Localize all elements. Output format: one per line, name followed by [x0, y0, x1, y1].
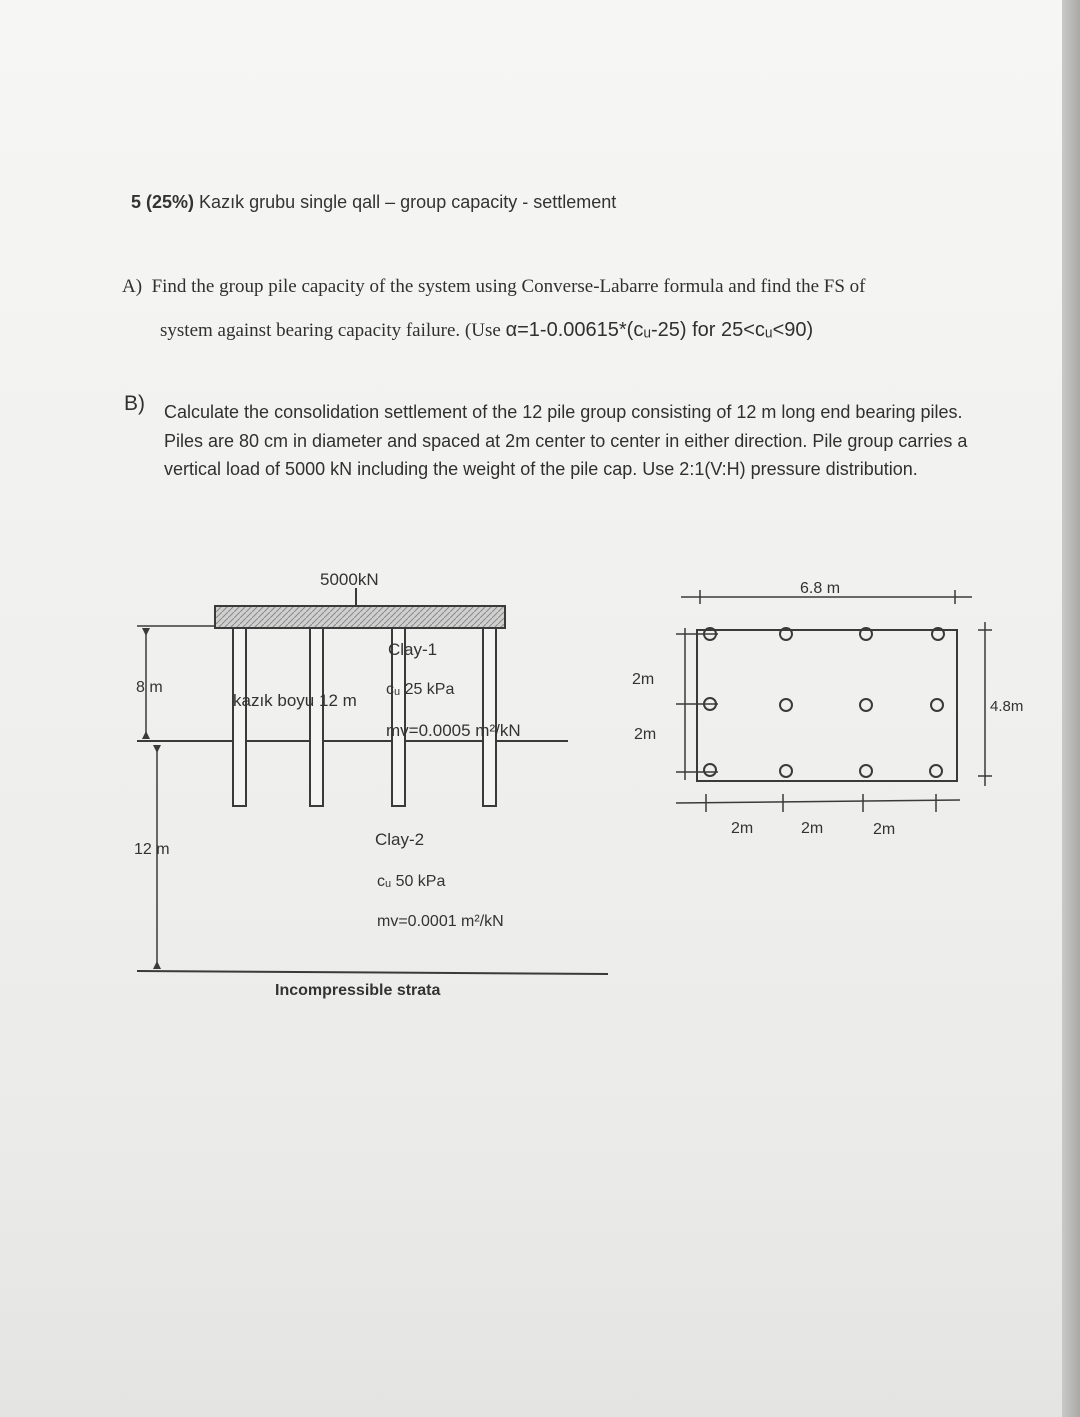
pile: [233, 628, 246, 806]
col-spacing-label: 2m: [873, 821, 896, 838]
plan-pile: [860, 765, 872, 777]
row-spacing-label: 2m: [632, 671, 655, 688]
part-a-text-1: Find the group pile capacity of the system using Converse-Labarre formula and find the FS of: [151, 276, 866, 297]
incompressible-strata-line: [137, 971, 608, 974]
incompressible-strata-label: Incompressible strata: [275, 982, 441, 999]
plan-width-label: 6.8 m: [800, 580, 841, 597]
question-title: Kazık grubu single qall – group capacity - settlement: [199, 192, 617, 212]
col-spacing-label: 2m: [801, 820, 824, 837]
part-b-label: B): [124, 392, 145, 415]
clay1-cu: cᵤ 25 kPa: [386, 681, 455, 698]
plan-pile: [931, 699, 943, 711]
pile: [483, 628, 496, 806]
dimension-arrowhead: [153, 961, 161, 969]
depth-label-clay1: 8 m: [136, 679, 163, 696]
load-label: 5000kN: [320, 570, 379, 589]
pile-length-label: kazık boyu 12 m: [233, 691, 357, 710]
cross-section: [137, 588, 608, 974]
clay1-mv: mv=0.0005 m²/kN: [386, 721, 521, 740]
question-number: 5 (25%): [131, 192, 195, 212]
clay2-mv: mv=0.0001 m²/kN: [377, 913, 504, 930]
plan-pile: [780, 699, 792, 711]
pile-cap: [215, 606, 505, 628]
plan-pile-cap-outline: [697, 630, 957, 781]
clay1-name: Clay-1: [388, 640, 438, 659]
plan-pile: [860, 699, 872, 711]
pile: [310, 628, 323, 806]
row-spacing-label: 2m: [634, 726, 657, 743]
clay2-cu: cᵤ 50 kPa: [377, 873, 446, 890]
depth-label-clay2: 12 m: [134, 841, 170, 858]
plan-view: [676, 590, 992, 812]
dimension-arrowhead: [153, 745, 161, 753]
plan-pile: [780, 765, 792, 777]
part-b-text: Calculate the consolidation settlement of the 12 pile group consisting of 12 m long end bearing piles. Piles are 80 cm in diameter and spaced at 2m center to center in either direction. Pile group carries a vertical load of 5000 kN including the weight of the pile cap. Use 2:1(V:H) pressure distribution.: [164, 402, 968, 479]
part-a-text-2: system against bearing capacity failure. (Use: [160, 320, 506, 341]
plan-col-spacing-dimension: [676, 800, 960, 803]
alpha-formula: α=1-0.00615*(cᵤ-25) for 25<cᵤ<90): [505, 319, 814, 341]
dimension-arrowhead: [142, 731, 150, 739]
plan-pile: [704, 764, 716, 776]
plan-pile: [930, 765, 942, 777]
col-spacing-label: 2m: [731, 820, 754, 837]
plan-height-label: 4.8m: [990, 698, 1024, 715]
part-a-label: A): [122, 276, 143, 297]
dimension-arrowhead: [142, 628, 150, 636]
clay2-name: Clay-2: [375, 830, 425, 849]
